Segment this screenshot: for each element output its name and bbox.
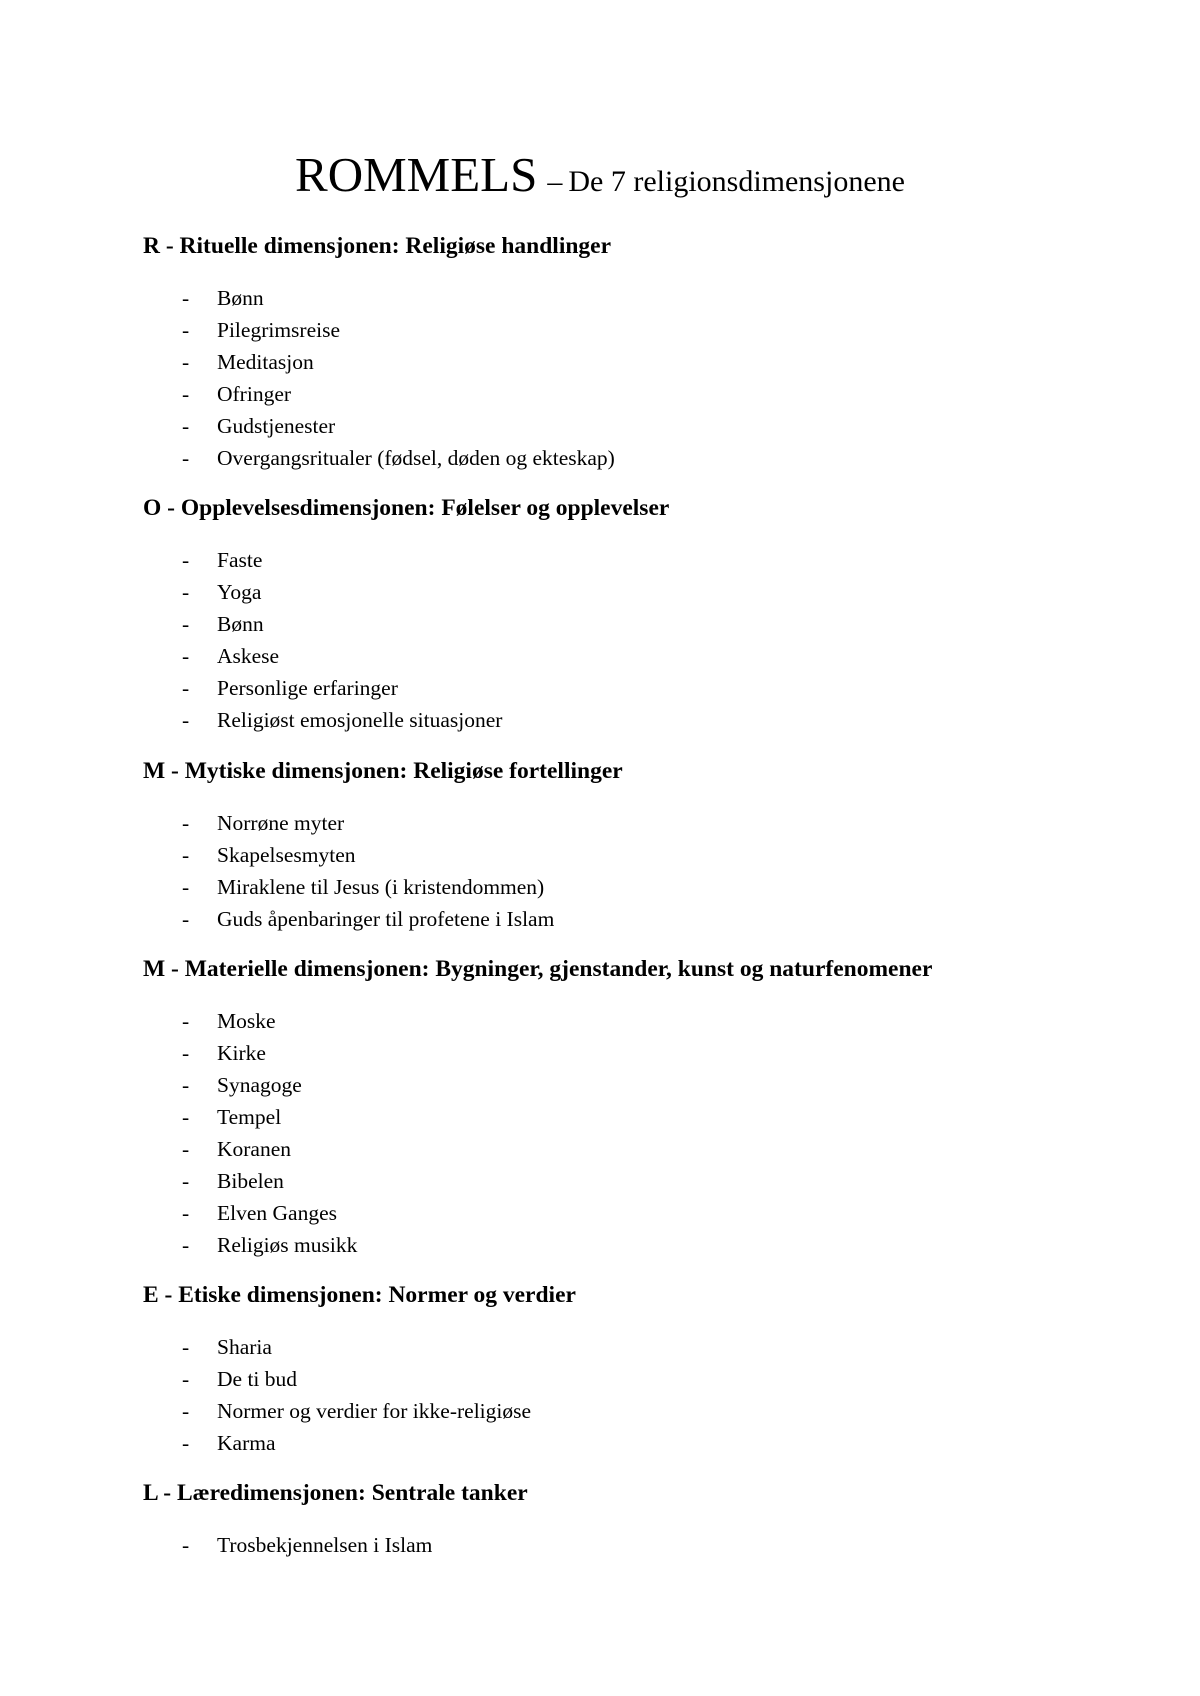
bullet-dash: - bbox=[182, 1335, 190, 1359]
bullet-dash: - bbox=[182, 1041, 190, 1065]
list-item-text: Guds åpenbaringer til profetene i Islam bbox=[217, 907, 555, 931]
list-item bbox=[143, 1529, 1123, 1561]
section-heading: E - Etiske dimensjonen: Normer og verdier bbox=[143, 1282, 576, 1308]
title-separator: – bbox=[547, 165, 563, 198]
list-item-text: De ti bud bbox=[217, 1367, 298, 1391]
bullet-dash: - bbox=[182, 1201, 190, 1225]
bullet-dash: - bbox=[182, 676, 190, 700]
list-item bbox=[143, 442, 1123, 474]
section-list bbox=[143, 1005, 1123, 1261]
list-item bbox=[143, 608, 1123, 640]
list-item-text: Karma bbox=[217, 1431, 276, 1455]
section-heading: M - Mytiske dimensjonen: Religiøse fortellinger bbox=[143, 758, 623, 784]
list-item bbox=[143, 839, 1123, 871]
list-item bbox=[143, 1427, 1123, 1459]
list-item-text: Religiøs musikk bbox=[217, 1233, 358, 1257]
section-list bbox=[143, 1331, 1123, 1459]
bullet-dash: - bbox=[182, 875, 190, 899]
list-item-text: Synagoge bbox=[217, 1073, 302, 1097]
list-item-text: Moske bbox=[217, 1009, 276, 1033]
title-subtitle: De 7 religionsdimensjonene bbox=[568, 165, 905, 198]
list-item-text: Gudstjenester bbox=[217, 414, 336, 438]
list-item-text: Faste bbox=[217, 548, 263, 572]
list-item-text: Normer og verdier for ikke-religiøse bbox=[217, 1399, 532, 1423]
page-title bbox=[0, 145, 1200, 217]
list-item bbox=[143, 1229, 1123, 1261]
list-item bbox=[143, 903, 1123, 935]
bullet-dash: - bbox=[182, 1533, 190, 1557]
list-item bbox=[143, 282, 1123, 314]
list-item-text: Norrøne myter bbox=[217, 811, 345, 835]
bullet-dash: - bbox=[182, 1431, 190, 1455]
list-item bbox=[143, 1165, 1123, 1197]
list-item bbox=[143, 672, 1123, 704]
list-item-text: Elven Ganges bbox=[217, 1201, 338, 1225]
section-laere bbox=[143, 1478, 1123, 1561]
bullet-dash: - bbox=[182, 907, 190, 931]
section-heading: R - Rituelle dimensjonen: Religiøse handlinger bbox=[143, 233, 612, 259]
bullet-dash: - bbox=[182, 548, 190, 572]
bullet-dash: - bbox=[182, 1137, 190, 1161]
list-item bbox=[143, 544, 1123, 576]
section-list bbox=[143, 1529, 1123, 1561]
list-item bbox=[143, 640, 1123, 672]
bullet-dash: - bbox=[182, 1009, 190, 1033]
list-item-text: Bønn bbox=[217, 286, 264, 310]
bullet-dash: - bbox=[182, 350, 190, 374]
list-item bbox=[143, 378, 1123, 410]
bullet-dash: - bbox=[182, 612, 190, 636]
list-item bbox=[143, 1069, 1123, 1101]
list-item-text: Kirke bbox=[217, 1041, 266, 1065]
list-item-text: Sharia bbox=[217, 1335, 272, 1359]
list-item bbox=[143, 704, 1123, 736]
bullet-dash: - bbox=[182, 1105, 190, 1129]
list-item-text: Tempel bbox=[217, 1105, 282, 1129]
bullet-dash: - bbox=[182, 414, 190, 438]
bullet-dash: - bbox=[182, 580, 190, 604]
list-item bbox=[143, 346, 1123, 378]
bullet-dash: - bbox=[182, 1169, 190, 1193]
list-item-text: Overgangsritualer (fødsel, døden og ekteskap) bbox=[217, 446, 615, 470]
list-item-text: Trosbekjennelsen i Islam bbox=[217, 1533, 433, 1557]
section-list bbox=[143, 282, 1123, 474]
bullet-dash: - bbox=[182, 811, 190, 835]
section-rituelle bbox=[143, 231, 1123, 474]
list-item-text: Skapelsesmyten bbox=[217, 843, 356, 867]
section-etiske bbox=[143, 1280, 1123, 1459]
section-mytiske bbox=[143, 756, 1123, 935]
section-list bbox=[143, 807, 1123, 935]
bullet-dash: - bbox=[182, 382, 190, 406]
title-main: ROMMELS bbox=[295, 147, 538, 202]
list-item bbox=[143, 1331, 1123, 1363]
bullet-dash: - bbox=[182, 708, 190, 732]
list-item-text: Personlige erfaringer bbox=[217, 676, 398, 700]
list-item bbox=[143, 1005, 1123, 1037]
list-item bbox=[143, 1395, 1123, 1427]
list-item bbox=[143, 1197, 1123, 1229]
list-item-text: Ofringer bbox=[217, 382, 292, 406]
bullet-dash: - bbox=[182, 843, 190, 867]
list-item bbox=[143, 1037, 1123, 1069]
bullet-dash: - bbox=[182, 446, 190, 470]
list-item bbox=[143, 1363, 1123, 1395]
list-item-text: Pilegrimsreise bbox=[217, 318, 341, 342]
bullet-dash: - bbox=[182, 1073, 190, 1097]
list-item-text: Askese bbox=[217, 644, 280, 668]
list-item bbox=[143, 1101, 1123, 1133]
bullet-dash: - bbox=[182, 1233, 190, 1257]
section-heading: O - Opplevelsesdimensjonen: Følelser og opplevelser bbox=[143, 495, 670, 521]
list-item-text: Meditasjon bbox=[217, 350, 314, 374]
list-item-text: Religiøst emosjonelle situasjoner bbox=[217, 708, 503, 732]
list-item-text: Yoga bbox=[217, 580, 262, 604]
bullet-dash: - bbox=[182, 318, 190, 342]
section-materielle bbox=[143, 954, 1123, 1261]
section-heading: L - Læredimensjonen: Sentrale tanker bbox=[143, 1480, 528, 1506]
list-item-text: Bibelen bbox=[217, 1169, 284, 1193]
list-item-text: Bønn bbox=[217, 612, 264, 636]
list-item-text: Koranen bbox=[217, 1137, 292, 1161]
bullet-dash: - bbox=[182, 1367, 190, 1391]
section-opplevelses bbox=[143, 493, 1123, 736]
list-item bbox=[143, 1133, 1123, 1165]
list-item bbox=[143, 871, 1123, 903]
section-list bbox=[143, 544, 1123, 736]
bullet-dash: - bbox=[182, 286, 190, 310]
list-item bbox=[143, 576, 1123, 608]
list-item bbox=[143, 807, 1123, 839]
list-item-text: Miraklene til Jesus (i kristendommen) bbox=[217, 875, 545, 899]
list-item bbox=[143, 410, 1123, 442]
bullet-dash: - bbox=[182, 644, 190, 668]
section-heading: M - Materielle dimensjonen: Bygninger, gjenstander, kunst og naturfenomener bbox=[143, 956, 933, 982]
bullet-dash: - bbox=[182, 1399, 190, 1423]
list-item bbox=[143, 314, 1123, 346]
